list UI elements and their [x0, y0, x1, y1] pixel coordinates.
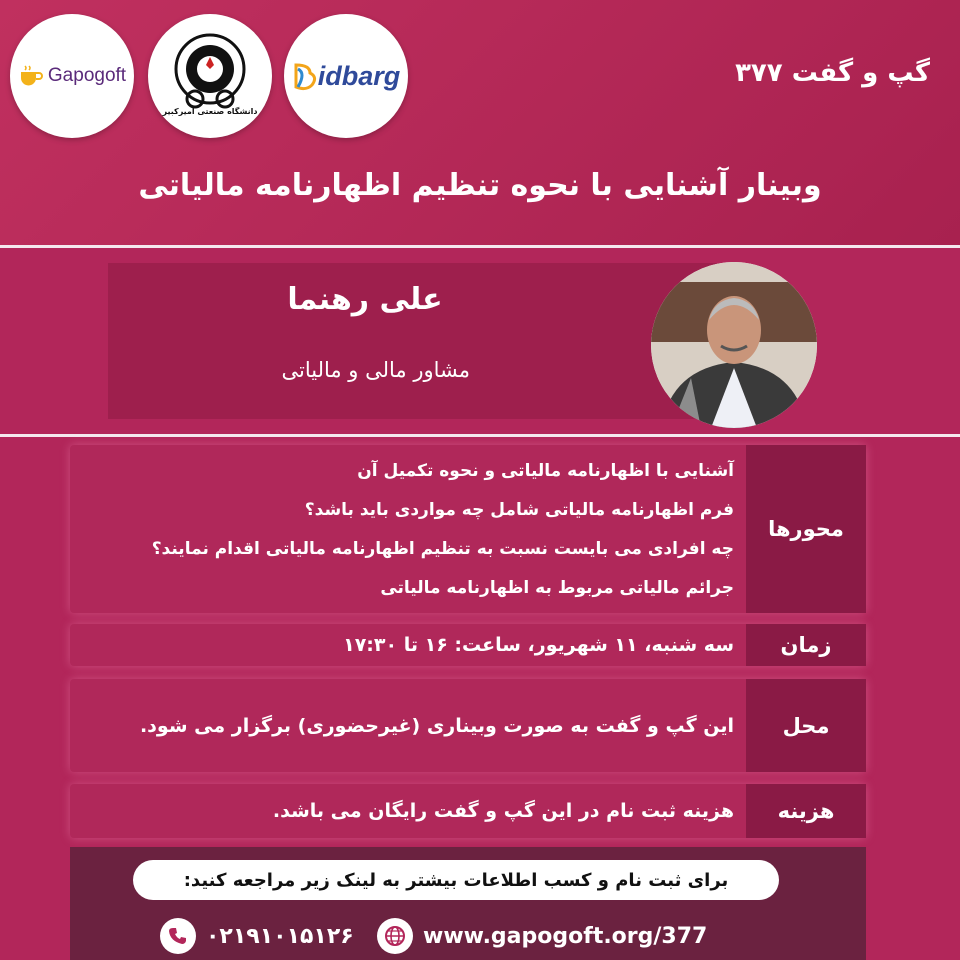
place-value: این گپ و گفت به صورت وبیناری (غیرحضوری) برگزار می شود. — [139, 714, 734, 737]
topic-item: جرائم مالیاتی مربوط به اظهارنامه مالیاتی — [380, 577, 734, 598]
gapogoft-logo-text: Gapogoft — [47, 65, 127, 86]
leaf-b-icon — [292, 61, 318, 91]
aut-university-logo — [148, 14, 272, 138]
topics-list — [82, 445, 734, 613]
time-row — [70, 624, 866, 666]
phone-icon — [160, 918, 196, 954]
webinar-title: وبینار آشنایی با نحوه تنظیم اظهارنامه مالیاتی — [138, 168, 822, 203]
time-value: سه شنبه، ۱۱ شهریور، ساعت: ۱۶ تا ۱۷:۳۰ — [343, 634, 734, 656]
cost-row — [70, 784, 866, 838]
topic-item: آشنایی با اظهارنامه مالیاتی و نحوه تکمیل آن — [357, 460, 734, 481]
bidbarg-logo — [284, 14, 408, 138]
speaker-role: مشاور مالی و مالیاتی — [281, 358, 470, 382]
topic-item: فرم اظهارنامه مالیاتی شامل چه مواردی باید باشد؟ — [304, 499, 734, 520]
website-contact[interactable] — [377, 918, 707, 954]
speaker-portrait-icon — [651, 262, 817, 428]
globe-icon — [377, 918, 413, 954]
divider — [0, 245, 960, 248]
topics-label: محورها — [746, 445, 866, 613]
place-row — [70, 679, 866, 772]
divider — [0, 434, 960, 437]
topic-item: چه افرادی می بایست نسبت به تنظیم اظهارنامه مالیاتی اقدام نمایند؟ — [151, 538, 734, 559]
place-label: محل — [746, 679, 866, 772]
cost-value: هزینه ثبت نام در این گپ و گفت رایگان می باشد. — [272, 800, 734, 822]
phone-number[interactable]: ۰۲۱۹۱۰۱۵۱۲۶ — [206, 923, 354, 949]
bidbarg-logo-text: idbarg — [317, 60, 401, 91]
phone-contact[interactable] — [160, 918, 354, 954]
header-background — [0, 0, 960, 246]
time-label: زمان — [746, 624, 866, 666]
registration-cta: برای ثبت نام و کسب اطلاعات بیشتر به لینک زیر مراجعه کنید: — [133, 860, 779, 900]
session-number: گپ و گفت ۳۷۷ — [735, 58, 930, 88]
cup-icon — [18, 64, 44, 88]
speaker-name: علی رهنما — [287, 282, 443, 317]
gapogoft-logo — [10, 14, 134, 138]
cost-label: هزینه — [746, 784, 866, 838]
website-link[interactable]: www.gapogoft.org/377 — [423, 923, 708, 949]
aut-logo-text: دانشگاه صنعتی امیرکبیر — [162, 107, 258, 116]
speaker-photo — [651, 262, 817, 428]
topics-row — [70, 445, 866, 613]
